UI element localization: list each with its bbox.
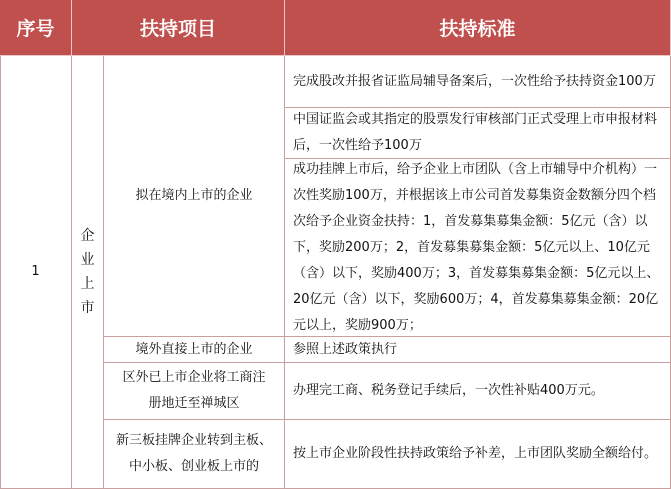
item-overseas: 境外直接上市的企业 [104,337,285,363]
standard-relocate: 办理完工商、税务登记手续后，一次性补贴400万元。 [285,363,671,420]
item-relocate: 区外已上市企业将工商注册地迁至禅城区 [104,363,285,420]
category-char: 业 [80,252,95,268]
category-char: 市 [80,300,95,316]
header-item: 扶持项目 [72,0,285,56]
header-index: 序号 [0,0,72,56]
item-neeq: 新三板挂牌企业转到主板、中小板、创业板上市的 [104,420,285,489]
standard-domestic-3: 成功挂牌上市后，给予企业上市团队（含上市辅导中介机构）一次性奖励100万，并根据该上市公司首发募集资金数额分四个档次给予企业资金扶持：1，首发募集募集金额：5亿元（含）以下，奖励200万；2，首发募集募集金额：5亿元以上、10亿元（含）以下，奖励400万；3，首发募集募集金额：5亿元以上、20亿元（含）以下，奖励600万；4，首发募集募集金额：20亿元以上，奖励900万； [285,159,671,337]
row-category [72,56,104,489]
category-char: 上 [80,276,95,292]
header-standard: 扶持标准 [285,0,671,56]
standard-neeq: 按上市企业阶段性扶持政策给予补差，上市团队奖励全额给付。 [285,420,671,489]
standard-domestic-1: 完成股改并报省证监局辅导备案后，一次性给予扶持资金100万 [285,56,671,108]
standard-domestic-2: 中国证监会或其指定的股票发行审核部门正式受理上市申报材料后，一次性给予100万 [285,108,671,159]
standard-overseas: 参照上述政策执行 [285,337,671,363]
category-char: 企 [80,228,95,244]
item-domestic: 拟在境内上市的企业 [104,56,285,337]
row-index: 1 [0,56,72,489]
